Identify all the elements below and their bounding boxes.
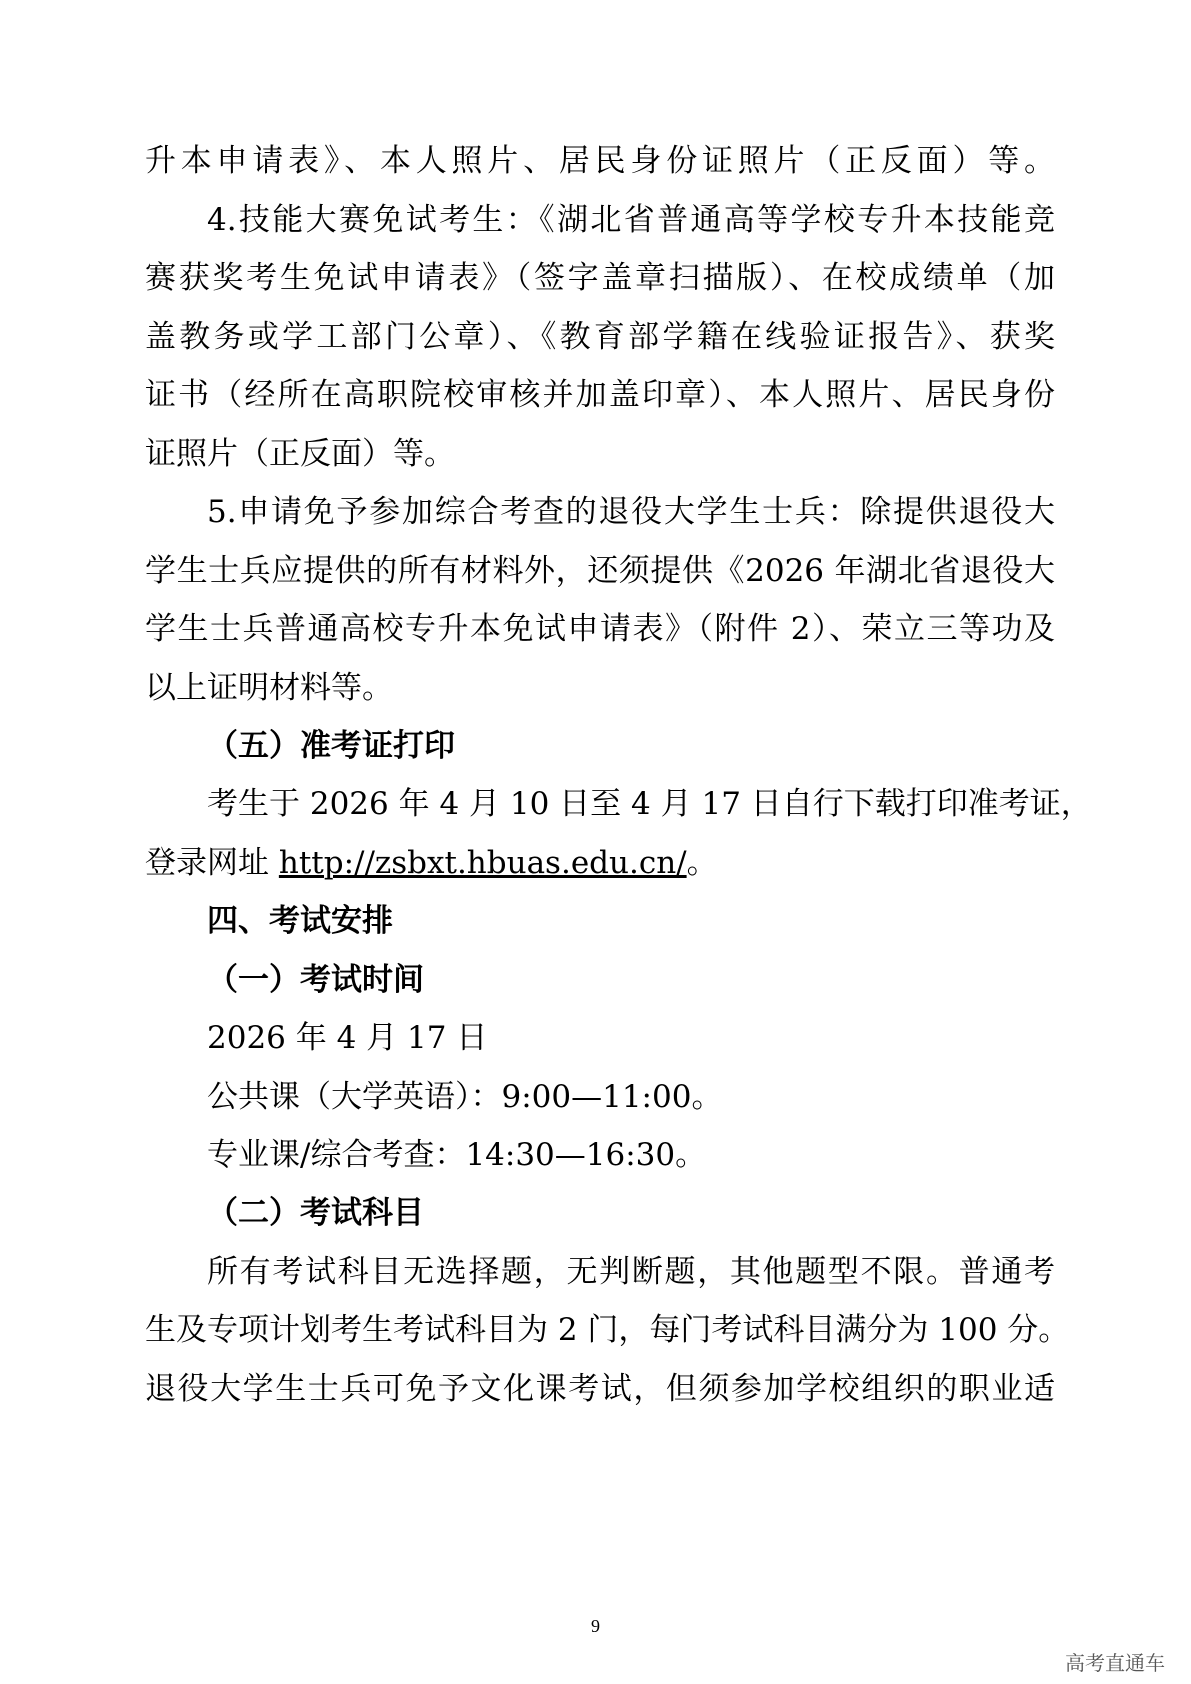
watermark-text: 高考直通车 bbox=[1065, 1651, 1165, 1675]
paragraph-line: 学生士兵应提供的所有材料外，还须提供《2026 年湖北省退役大 bbox=[145, 553, 1055, 589]
paragraph-line: 证书（经所在高职院校审核并加盖印章）、本人照片、居民身份 bbox=[145, 377, 1055, 413]
page-number: 9 bbox=[591, 1616, 600, 1636]
section-heading: （二）考试科目 bbox=[207, 1195, 424, 1231]
login-url-label: 登录网址 bbox=[145, 845, 279, 881]
paragraph-line: 升本申请表》、本人照片、居民身份证照片（正反面）等。 bbox=[145, 143, 1055, 179]
paragraph-line: 证照片（正反面）等。 bbox=[145, 436, 455, 472]
section-heading: （一）考试时间 bbox=[207, 962, 424, 998]
paragraph-line: 学生士兵普通高校专升本免试申请表》（附件 2）、荣立三等功及 bbox=[145, 611, 1055, 647]
paragraph-line: 4.技能大赛免试考生：《湖北省普通高等学校专升本技能竞 bbox=[207, 202, 1055, 238]
section-heading: 四、考试安排 bbox=[207, 903, 393, 939]
paragraph-line: 生及专项计划考生考试科目为 2 门，每门考试科目满分为 100 分。 bbox=[145, 1312, 1070, 1348]
paragraph-line: 考生于 2026 年 4 月 10 日至 4 月 17 日自行下载打印准考证， bbox=[207, 786, 1092, 822]
login-url-period: 。 bbox=[686, 845, 718, 881]
professional-course-time: 专业课/综合考查：14:30—16:30。 bbox=[207, 1137, 707, 1173]
paragraph-line: 盖教务或学工部门公章）、《教育部学籍在线验证报告》、获奖 bbox=[145, 319, 1055, 355]
login-url-line bbox=[145, 843, 1055, 883]
paragraph-line: 赛获奖考生免试申请表》（签字盖章扫描版）、在校成绩单（加 bbox=[145, 260, 1055, 296]
paragraph-line: 所有考试科目无选择题，无判断题，其他题型不限。普通考 bbox=[207, 1254, 1055, 1290]
paragraph-line: 5.申请免予参加综合考查的退役大学生士兵：除提供退役大 bbox=[207, 494, 1055, 530]
section-heading: （五）准考证打印 bbox=[207, 728, 455, 764]
public-course-time: 公共课（大学英语）：9:00—11:00。 bbox=[207, 1079, 723, 1115]
paragraph-line: 退役大学生士兵可免予文化课考试，但须参加学校组织的职业适 bbox=[145, 1371, 1055, 1407]
login-url-link[interactable]: http://zsbxt.hbuas.edu.cn/ bbox=[278, 845, 687, 881]
paragraph-line: 以上证明材料等。 bbox=[145, 670, 393, 706]
exam-date: 2026 年 4 月 17 日 bbox=[207, 1020, 488, 1056]
